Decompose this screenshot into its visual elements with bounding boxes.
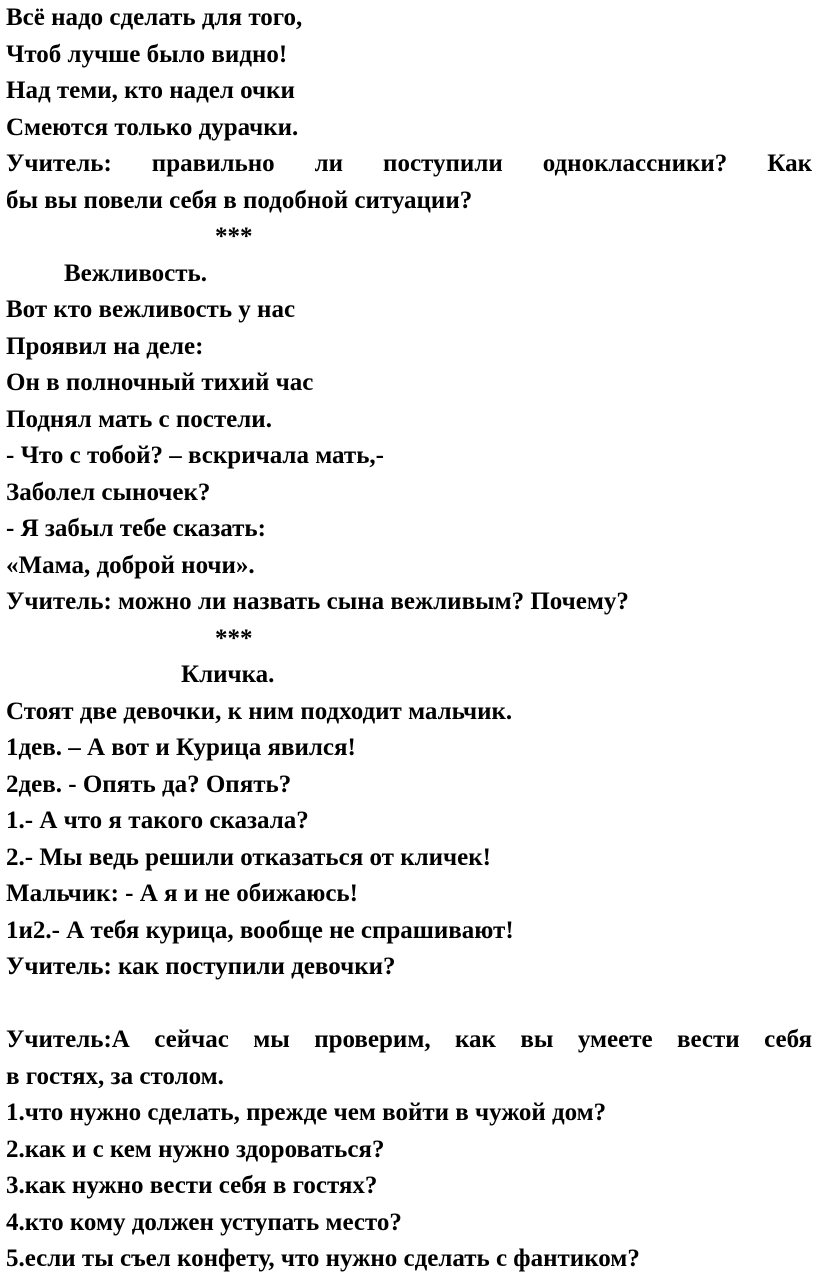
poem-line: Всё надо сделать для того, <box>6 4 303 31</box>
dialogue-line: 2дев. - Опять да? Опять? <box>6 770 292 798</box>
poem-line: - Я забыл тебе сказать: <box>6 515 266 542</box>
poem-line: Смеются только дурачки. <box>6 113 299 141</box>
section-separator: *** <box>215 624 253 652</box>
section-title: Вежливость. <box>64 259 208 287</box>
dialogue-line: 1и2.- А тебя курица, вообще не спрашивают! <box>6 916 514 944</box>
dialogue-line: 2.- Мы ведь решили отказаться от кличек! <box>6 843 491 871</box>
poem-line: Проявил на деле: <box>6 332 204 360</box>
teacher-intro-cont: в гостях, за столом. <box>6 1062 224 1090</box>
quiz-question: 3.как нужно вести себя в гостях? <box>6 1172 378 1199</box>
poem-line: Чтоб лучше было видно! <box>6 40 288 68</box>
quiz-question: 5.если ты съел конфету, что нужно сделать с фантиком? <box>6 1245 640 1272</box>
blank-line <box>6 986 812 1023</box>
poem-line: «Мама, доброй ночи». <box>6 551 255 579</box>
quiz-question: 4.кто кому должен уступать место? <box>6 1208 402 1236</box>
poem-line: Поднял мать с постели. <box>6 405 272 433</box>
quiz-question: 2.как и с кем нужно здороваться? <box>6 1135 385 1163</box>
section-title: Кличка. <box>181 661 275 688</box>
poem-line: - Что с тобой? – вскричала мать,- <box>6 442 384 469</box>
section-separator: *** <box>215 223 253 250</box>
document-page <box>6 0 812 1278</box>
scene-line: Стоят две девочки, к ним подходит мальчик. <box>6 697 513 725</box>
poem-line: Вот кто вежливость у нас <box>6 296 296 323</box>
teacher-question-cont: бы вы повели себя в подобной ситуации? <box>6 186 473 214</box>
poem-line: Заболел сыночек? <box>6 478 211 506</box>
dialogue-line: 1.- А что я такого сказала? <box>6 807 309 834</box>
teacher-question: Учитель: можно ли назвать сына вежливым? Почему? <box>6 588 629 615</box>
poem-line: Над теми, кто надел очки <box>6 77 295 104</box>
teacher-question: Учитель: правильно ли поступили одноклассники? Как <box>6 150 812 177</box>
teacher-intro: Учитель:А сейчас мы проверим, как вы умеете вести себя <box>6 1026 812 1053</box>
quiz-question: 1.что нужно сделать, прежде чем войти в чужой дом? <box>6 1099 607 1126</box>
poem-line: Он в полночный тихий час <box>6 369 314 396</box>
teacher-question: Учитель: как поступили девочки? <box>6 953 396 980</box>
dialogue-line: 1дев. – А вот и Курица явился! <box>6 734 356 761</box>
dialogue-line: Мальчик: - А я и не обижаюсь! <box>6 880 358 907</box>
